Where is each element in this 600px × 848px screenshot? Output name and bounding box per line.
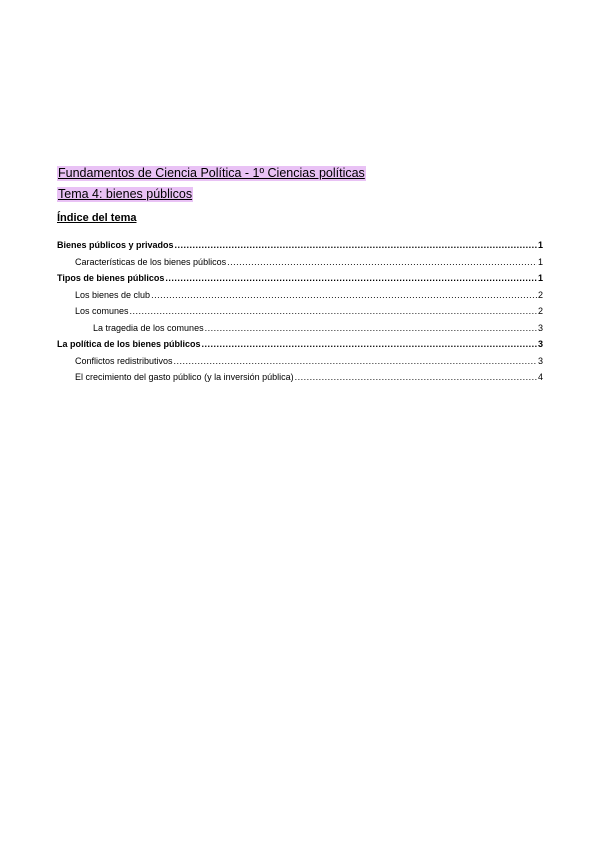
toc-leader [205,320,537,337]
index-heading: Índice del tema [57,212,137,224]
toc-entry-label: El crecimiento del gasto público (y la inversión pública) [75,372,294,382]
toc-entry-label: Tipos de bienes públicos [57,273,165,283]
toc-entry-page: 4 [537,372,543,382]
toc-entry-page: 3 [537,355,543,366]
toc-entry-page: 3 [537,339,543,349]
toc-entry-label: Conflictos redistributivos [75,355,173,366]
toc-leader [130,303,537,320]
toc-entry-label: Los comunes [75,306,129,316]
toc-entry-page: 1 [537,240,543,250]
toc-leader [175,237,537,254]
toc-entry[interactable] [57,336,543,353]
toc-entry[interactable] [57,237,543,254]
toc-leader [151,287,537,304]
toc-leader [174,353,537,370]
toc-leader [227,254,537,271]
document-subtitle: Tema 4: bienes públicos [58,187,193,201]
toc-entry-page: 1 [537,256,543,267]
toc-entry-page: 3 [537,322,543,333]
toc-entry-page: 2 [537,306,543,316]
toc-entry-label: Características de los bienes públicos [75,256,227,267]
toc-entry-label: La tragedia de los comunes [93,322,204,333]
toc-entry-label: Los bienes de club [75,289,151,300]
toc-entry[interactable] [57,303,543,320]
toc-leader [202,336,537,353]
toc-leader [295,369,537,386]
toc-entry[interactable] [57,320,543,337]
toc-entry[interactable] [57,287,543,304]
toc-entry-label: La política de los bienes públicos [57,339,201,349]
toc-entry[interactable] [57,353,543,370]
toc-entry-page: 2 [537,289,543,300]
toc-entry[interactable] [57,369,543,386]
toc-leader [165,270,537,287]
document-title: Fundamentos de Ciencia Política - 1º Ciencias políticas [58,166,365,180]
table-of-contents [57,237,543,386]
toc-entry-page: 1 [537,273,543,283]
toc-entry[interactable] [57,270,543,287]
toc-entry[interactable] [57,254,543,271]
toc-entry-label: Bienes públicos y privados [57,240,174,250]
